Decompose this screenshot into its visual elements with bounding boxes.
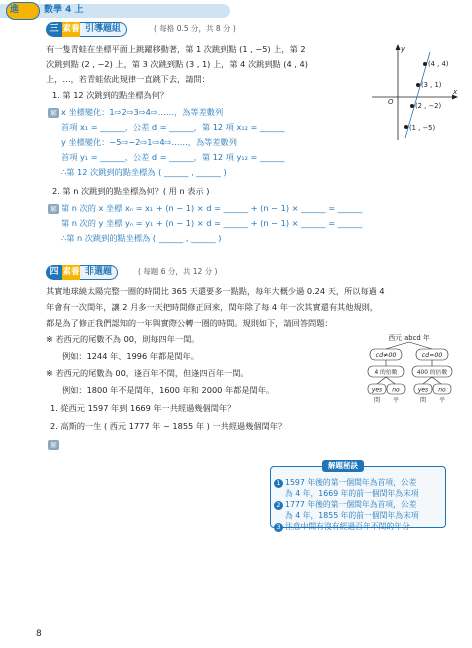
hint-number-3: 3 — [274, 523, 283, 532]
rule-1: ※ 若西元的尾數不為 00，則每四年一閏。 — [46, 334, 200, 344]
rule-2: ※ 若西元的尾數為 00，逢百年不閏，但逢四百年一閏。 — [46, 368, 249, 378]
section3-intro-line-3: 上，…，若青蛙依此規律一直跳下去，請問： — [46, 74, 210, 84]
point-2-label: (2 , −2) — [415, 102, 442, 110]
section4-intro-line-3: 都是為了修正我們認知的一年與實際公轉一圈的時間。規則如下，請回答問題： — [46, 318, 333, 328]
section3-question-1: 1. 第 12 次跳到的點坐標為何？ — [52, 90, 169, 100]
answer-tag: 解 — [48, 108, 59, 118]
tree-leap-right: 閏 — [419, 397, 427, 404]
q1-answer-text-1: x 坐標變化：1⇨2⇨3⇨4⇨……，為等差數列 — [61, 107, 224, 117]
q1-answer-line-2: 首項 x₁ = ______，公差 d = ______，第 12 項 x₁₂ = ______ — [61, 122, 285, 132]
tree-common-right: 平 — [438, 397, 446, 404]
page-number: 8 — [36, 629, 42, 639]
hint-tag: 解題秘訣 — [322, 460, 364, 472]
hint-item-1-text-1: 1597 年後的第一個閏年為首項，公差 — [285, 478, 417, 487]
q1-answer-line-3: y 坐標變化：−5⇨−2⇨1⇨4⇨……，為等差數列 — [61, 137, 237, 147]
hint-item-2-line-1 — [274, 499, 416, 510]
tree-root-label: 西元 abcd 年 — [388, 334, 430, 342]
section4-number: 四 — [46, 265, 62, 280]
hint-number-1: 1 — [274, 479, 283, 488]
tree-left-cond: cd≠00 — [375, 352, 397, 359]
section4-intro-line-2: 年會有一次閏年，讓 2 月多一天把時間修正回來，閏年除了每 4 年一次其實還有其他規則， — [46, 302, 378, 312]
rule-1-example: 例如：1244 年、1996 年都是閏年。 — [62, 351, 199, 361]
q1-answer-line-5: ∴第 12 次跳到的點坐標為 ( ______ , ______ ) — [61, 167, 227, 177]
tree-no-left: no — [392, 386, 400, 394]
section3-question-2: 2. 第 n 次跳到的點坐標為何？( 用 n 表示 ) — [52, 186, 210, 196]
section3-heading — [46, 22, 426, 37]
section4-intro-line-1: 其實地球繞太陽完整一圈的時間比 365 天還要多一點點，每年大概少過 0.24 天，所以每過 4 — [46, 286, 385, 296]
point-1 — [404, 125, 408, 129]
hint-item-1-line-2: 為 4 年，1669 年的前一個閏年為末項 — [285, 489, 419, 498]
hint-number-2: 2 — [274, 501, 283, 510]
book-logo — [6, 2, 40, 20]
tree-yes-left: yes — [371, 386, 383, 394]
tree-left-mult: 4 的倍數 — [374, 370, 398, 376]
section3-tag: 素養 — [62, 22, 80, 37]
answer-tag: 解 — [48, 204, 59, 214]
hint-item-1-line-1 — [274, 477, 416, 488]
coordinate-graph — [372, 42, 460, 142]
point-2 — [410, 104, 414, 108]
tree-yes-right: yes — [417, 386, 429, 394]
point-4-label: (4 , 4) — [428, 60, 449, 68]
section4-tag: 素養 — [62, 265, 80, 280]
point-1-label: (1 , −5) — [409, 124, 436, 132]
q1-answer-line-4: 首項 y₁ = ______，公差 d = ______，第 12 項 y₁₂ = ______ — [61, 152, 285, 162]
leap-year-tree — [364, 333, 454, 405]
section3-title: 引導題組 — [80, 22, 127, 37]
x-axis-label: x — [453, 88, 458, 96]
section3-intro-line-1: 有一隻青蛙在坐標平面上跳躍移動著，第 1 次跳到點 (1 , −5) 上，第 2 — [46, 44, 306, 54]
tree-leap-left: 閏 — [373, 397, 381, 404]
section4-title: 非選題 — [80, 265, 118, 280]
q1-answer-line-1 — [48, 107, 223, 118]
section3-intro-line-2: 次跳到點 (2 , −2) 上，第 3 次跳到點 (3 , 1) 上，第 4 次跳到點 (4 , 4) — [46, 59, 308, 69]
origin-label: O — [388, 98, 394, 106]
point-3 — [416, 83, 420, 87]
tree-leaf-branches — [377, 377, 441, 384]
tree-common-left: 平 — [392, 397, 400, 404]
point-4 — [423, 62, 427, 66]
section3-number: 三 — [46, 22, 62, 37]
tree-right-cond: cd=00 — [421, 352, 443, 359]
header-title: 數學 4 上 — [44, 5, 84, 15]
section3-score-note: ( 每格 0.5 分，共 8 分 ) — [154, 24, 236, 33]
hint-item-2-line-2: 為 4 年，1855 年的前一個閏年為末項 — [285, 511, 419, 520]
q2-answer-line-2: 第 n 次的 y 坐標 yₙ = y₁ + (n − 1) × d = ______ + (n − 1) × ______ = ______ — [61, 218, 363, 228]
answer-tag: 解 — [48, 440, 59, 450]
hint-item-3-text-1: 注意中間有沒有經過百年不閏的年分 — [285, 522, 410, 531]
q2-answer-line-1 — [48, 203, 362, 214]
tree-root-branches — [386, 342, 432, 349]
tree-right-mult: 400 的倍數 — [416, 370, 448, 376]
tree-no-right: no — [438, 386, 446, 394]
page-header — [0, 0, 472, 22]
section4-heading — [46, 265, 426, 280]
q2-answer-line-3: ∴第 n 次跳到的點坐標為 ( ______ , ______ ) — [61, 233, 222, 243]
hint-item-2-text-1: 1777 年後的第一個閏年為首項，公差 — [285, 500, 417, 509]
section4-question-2: 2. 高斯的一生 ( 西元 1777 年 ~ 1855 年 ) 一共經過幾個閏年？ — [50, 421, 287, 431]
q2-answer-text-1: 第 n 次的 x 坐標 xₙ = x₁ + (n − 1) × d = ______ + (n − 1) × ______ = ______ — [61, 203, 363, 213]
rule-2-example: 例如：1800 年不是閏年，1600 年和 2000 年都是閏年。 — [62, 385, 275, 395]
section4-answer-tag — [48, 439, 61, 450]
section4-score-note: ( 每題 6 分，共 12 分 ) — [138, 267, 218, 276]
y-axis-arrow — [396, 44, 401, 50]
logo-text: 進 — [10, 5, 20, 15]
section4-question-1: 1. 從西元 1597 年到 1669 年一共經過幾個閏年？ — [50, 403, 236, 413]
point-3-label: (3 , 1) — [421, 81, 442, 89]
y-axis-label: y — [401, 45, 406, 53]
hint-item-3-line-1 — [274, 521, 410, 532]
